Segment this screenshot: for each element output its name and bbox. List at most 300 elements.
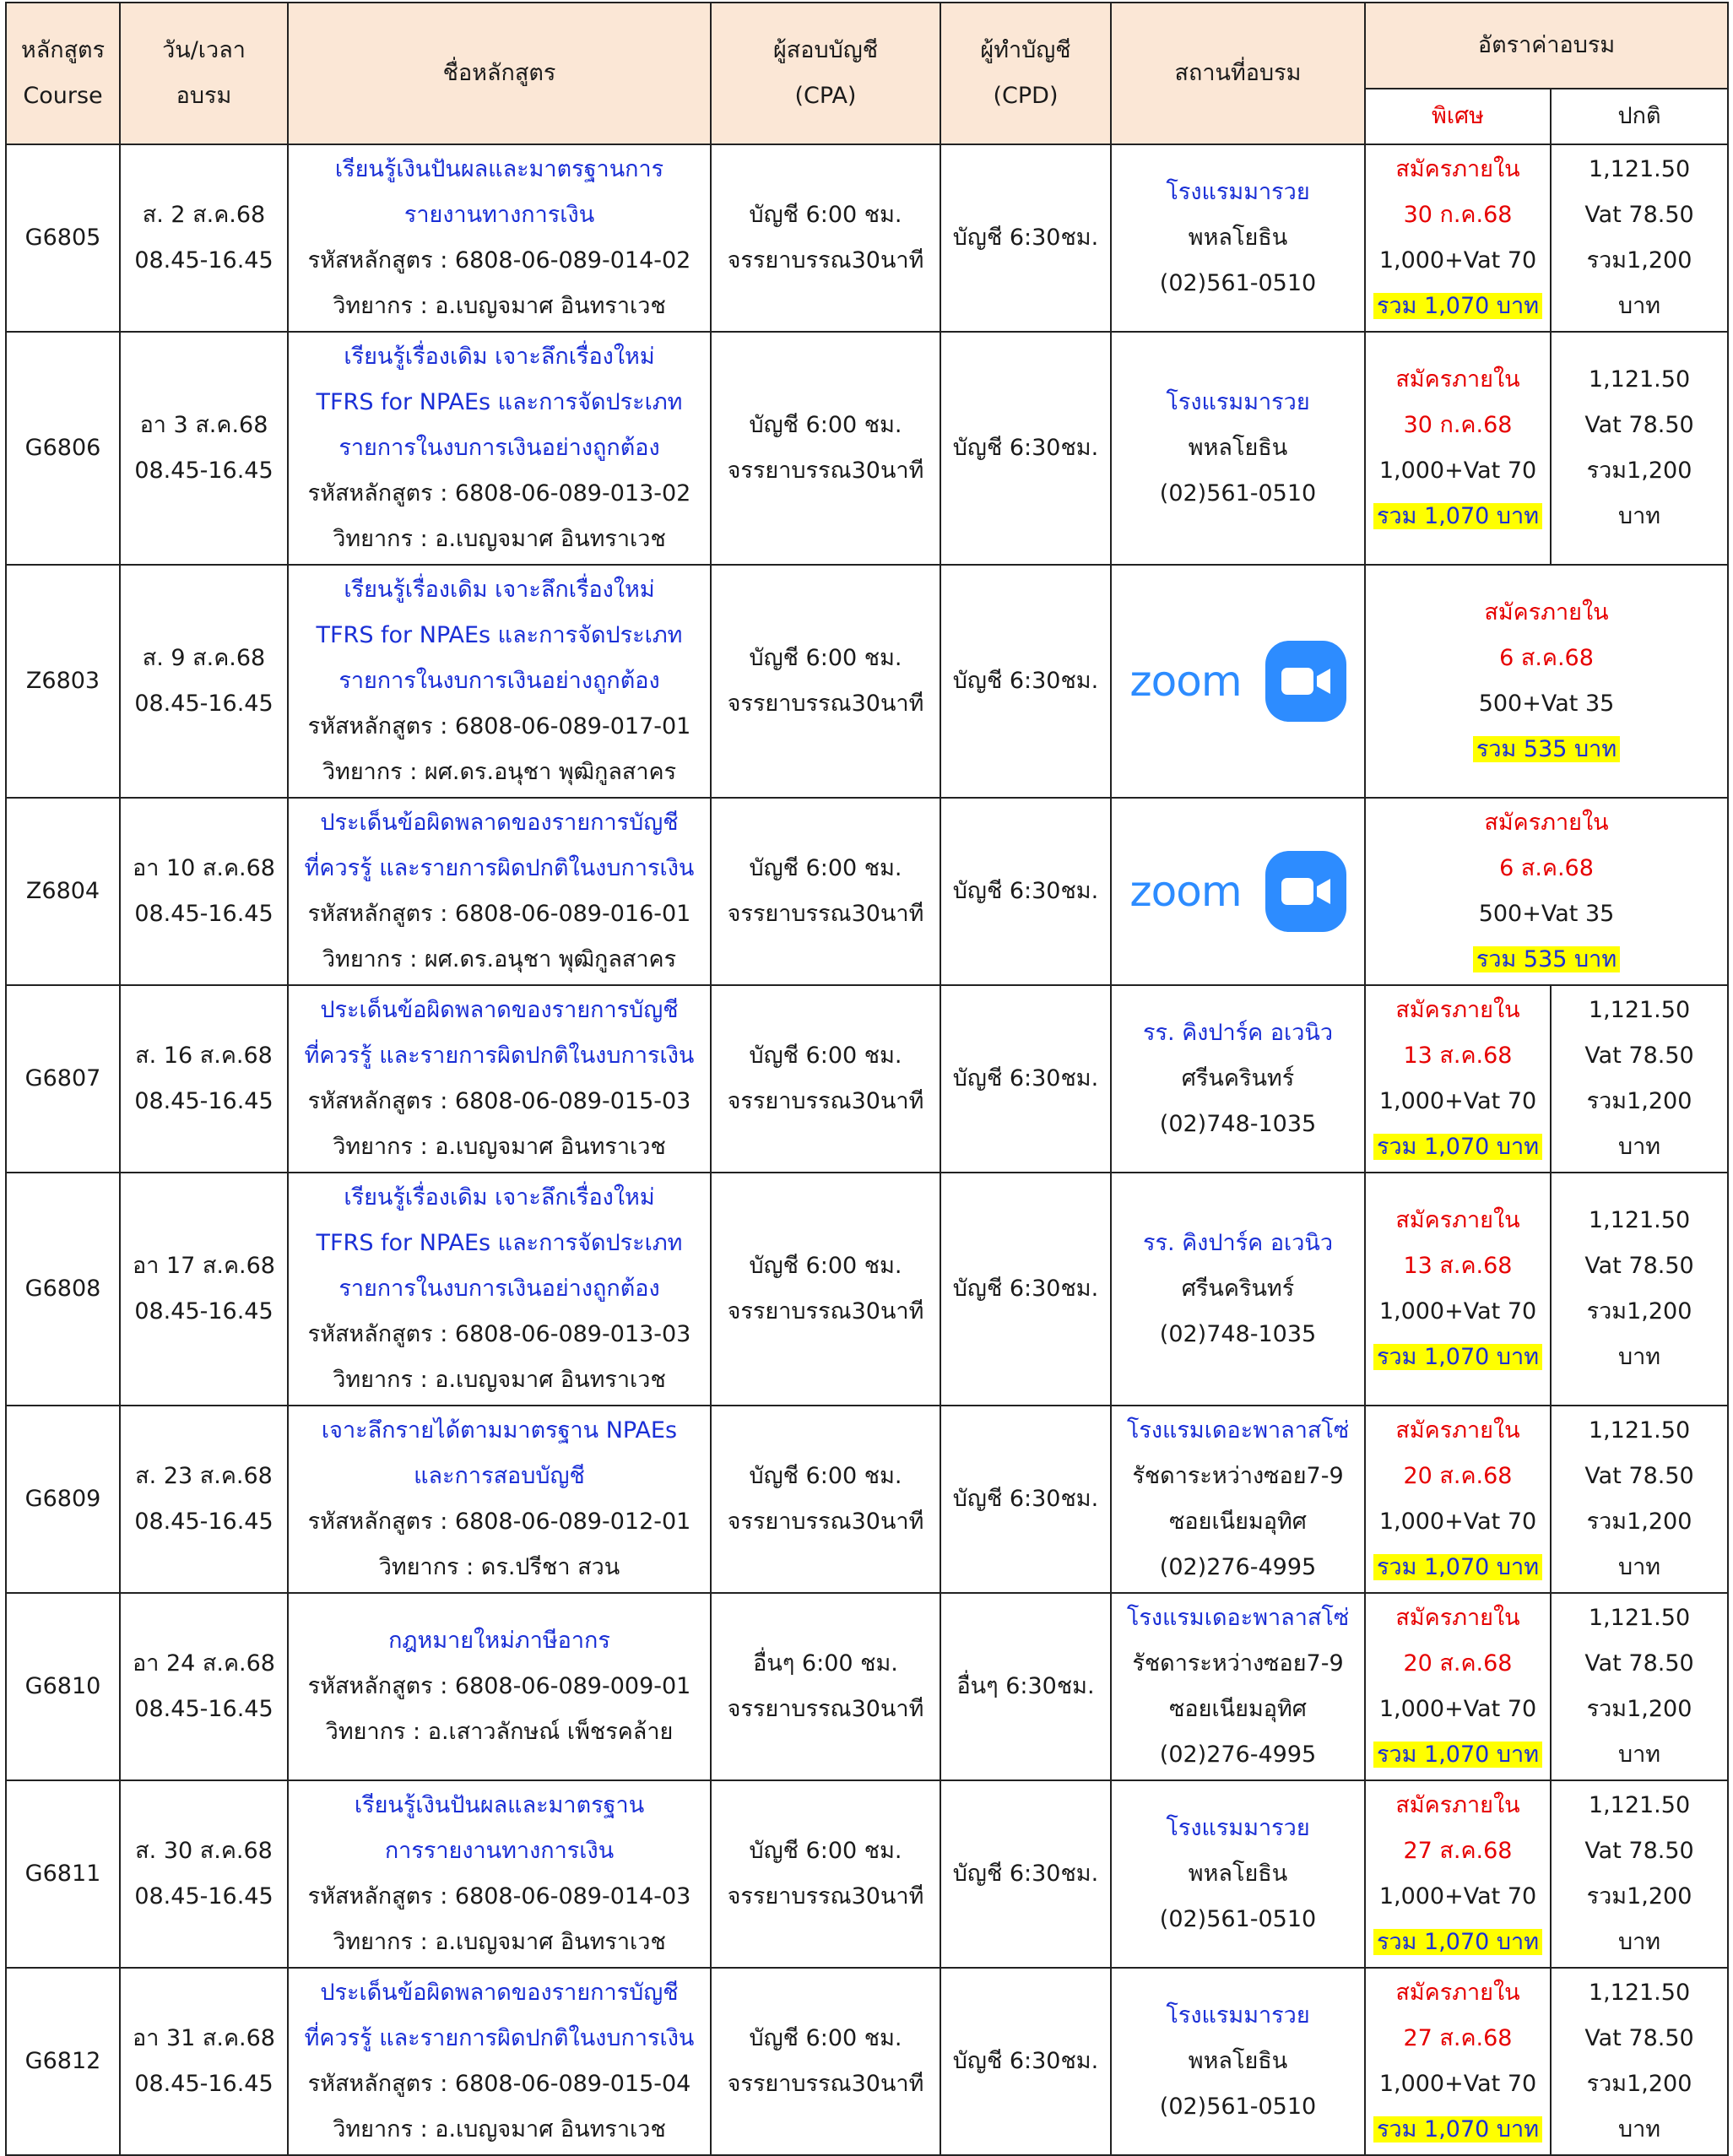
cpd-line: บัญชี 6:30ชม. — [952, 435, 1099, 461]
venue-detail: รัชดาระหว่างซอย7-9 — [1132, 1463, 1344, 1489]
course-id: รหัสหลักสูตร : 6808-06-089-015-04 — [307, 2071, 691, 2097]
venue-detail: (02)561-0510 — [1159, 2094, 1317, 2120]
cpa-hours — [711, 985, 940, 1173]
speaker: วิทยากร : ดร.ปรีชา สวน — [378, 1554, 620, 1580]
course-title — [288, 565, 711, 798]
venue — [1111, 798, 1365, 985]
zoom-logo — [1112, 641, 1364, 722]
fee-total-line — [1366, 284, 1550, 329]
course-title-line: เรียนรู้เรื่องเดิม เจาะลึกเรื่องใหม่ — [344, 344, 655, 370]
course-code-text: G6811 — [24, 1861, 101, 1887]
course-id: รหัสหลักสูตร : 6808-06-089-013-02 — [307, 480, 691, 506]
venue — [1111, 332, 1365, 565]
fee-special-line: 1,000+Vat 70 — [1378, 1696, 1537, 1722]
venue-detail: ศรีนครินทร์ — [1181, 1065, 1295, 1092]
fee-total-highlight: รวม 1,070 บาท — [1373, 2116, 1542, 2142]
video-camera-icon — [1265, 641, 1346, 722]
fee-normal-line: รวม1,200 — [1586, 1509, 1692, 1535]
cpd-line: อื่นๆ 6:30ชม. — [956, 1673, 1095, 1699]
fee-normal-line: 1,121.50 — [1588, 1207, 1691, 1233]
fee-total-line — [1366, 1732, 1550, 1778]
fee-normal — [1551, 985, 1728, 1173]
date-line: 08.45-16.45 — [134, 1696, 273, 1722]
table-row — [6, 565, 1728, 798]
fee-total-highlight: รวม 1,070 บาท — [1373, 503, 1542, 529]
venue-name: โรงแรมเดอะพาลาสโซ่ — [1126, 1417, 1350, 1444]
cpd-hours — [940, 565, 1111, 798]
speaker: วิทยากร : อ.เสาวลักษณ์ เพ็ชรคล้าย — [325, 1719, 674, 1745]
fee-total-line — [1366, 727, 1727, 772]
cpa-line: บัญชี 6:00 ชม. — [749, 645, 902, 671]
course-code — [6, 332, 120, 565]
venue — [1111, 1593, 1365, 1780]
course-code — [6, 1968, 120, 2155]
cpd-line: บัญชี 6:30ชม. — [952, 668, 1099, 694]
fee-total-line — [1366, 1124, 1550, 1170]
venue — [1111, 144, 1365, 332]
venue-detail: พหลโยธิน — [1188, 225, 1288, 251]
cpa-line: จรรยาบรรณ30นาที — [727, 2071, 924, 2097]
fee-normal-line: 1,121.50 — [1588, 156, 1691, 182]
date-line: 08.45-16.45 — [134, 1883, 273, 1910]
zoom-wordmark: zoom — [1129, 867, 1242, 916]
cpd-line: บัญชี 6:30ชม. — [952, 2048, 1099, 2074]
date-line: อา 24 ส.ค.68 — [133, 1650, 275, 1677]
cpd-hours — [940, 1968, 1111, 2155]
fee-normal — [1551, 1406, 1728, 1593]
course-code-text: Z6804 — [25, 878, 100, 904]
cpa-line: บัญชี 6:00 ชม. — [749, 855, 902, 881]
fee-special-line: 1,000+Vat 70 — [1378, 1298, 1537, 1324]
fee-normal-line: Vat 78.50 — [1584, 412, 1694, 438]
fee-normal-line: บาท — [1617, 1554, 1661, 1580]
course-title-line: เรียนรู้เงินปันผลและมาตรฐานการ — [334, 156, 664, 182]
fee-special — [1365, 565, 1728, 798]
course-date — [120, 565, 288, 798]
fee-normal-line: รวม1,200 — [1586, 1088, 1692, 1114]
fee-special-line: 30 ก.ค.68 — [1403, 412, 1513, 438]
cpa-line: จรรยาบรรณ30นาที — [727, 1883, 924, 1910]
speaker: วิทยากร : ผศ.ดร.อนุชา พุฒิกูลสาคร — [322, 946, 677, 972]
fee-special-line: สมัครภายใน — [1395, 1792, 1520, 1818]
course-date — [120, 1406, 288, 1593]
course-id: รหัสหลักสูตร : 6808-06-089-014-03 — [307, 1883, 691, 1910]
venue — [1111, 1173, 1365, 1406]
cpa-hours — [711, 1173, 940, 1406]
table-row — [6, 985, 1728, 1173]
header-venue: สถานที่อบรม — [1111, 3, 1365, 144]
course-code-text: G6808 — [24, 1276, 101, 1302]
course-date — [120, 985, 288, 1173]
fee-normal-line: 1,121.50 — [1588, 1417, 1691, 1444]
cpa-line: จรรยาบรรณ30นาที — [727, 1298, 924, 1324]
fee-normal-line: Vat 78.50 — [1584, 1043, 1694, 1069]
cpd-line: บัญชี 6:30ชม. — [952, 1065, 1099, 1092]
cpa-line: จรรยาบรรณ30นาที — [727, 458, 924, 484]
fee-special-line: สมัครภายใน — [1484, 599, 1609, 626]
course-title-line: เจาะลึกรายได้ตามมาตรฐาน NPAEs — [321, 1417, 678, 1444]
course-code — [6, 985, 120, 1173]
cpd-line: บัญชี 6:30ชม. — [952, 1861, 1099, 1887]
course-id: รหัสหลักสูตร : 6808-06-089-015-03 — [307, 1088, 691, 1114]
fee-special-line: 1,000+Vat 70 — [1378, 1088, 1537, 1114]
cpd-hours — [940, 144, 1111, 332]
course-title — [288, 144, 711, 332]
fee-special-line: 13 ส.ค.68 — [1403, 1253, 1513, 1279]
venue-detail: พหลโยธิน — [1188, 435, 1288, 461]
date-line: อา 3 ส.ค.68 — [139, 412, 268, 438]
fee-special — [1365, 332, 1551, 565]
venue-detail: ซอยเนียมอุทิศ — [1169, 1696, 1307, 1722]
table-row — [6, 1780, 1728, 1968]
course-title-line: รายการในงบการเงินอย่างถูกต้อง — [338, 1276, 660, 1302]
fee-special — [1365, 144, 1551, 332]
fee-normal-line: 1,121.50 — [1588, 1605, 1691, 1631]
course-title — [288, 332, 711, 565]
course-date — [120, 1780, 288, 1968]
fee-special-line: 13 ส.ค.68 — [1403, 1043, 1513, 1069]
date-line: 08.45-16.45 — [134, 901, 273, 927]
fee-special — [1365, 985, 1551, 1173]
course-title-line: รายงานทางการเงิน — [403, 202, 595, 228]
fee-normal-line: รวม1,200 — [1586, 2071, 1692, 2097]
header-course: หลักสูตร Course — [6, 3, 120, 144]
fee-total-line — [1366, 1545, 1550, 1590]
date-line: 08.45-16.45 — [134, 458, 273, 484]
date-line: 08.45-16.45 — [134, 1298, 273, 1324]
fee-special-line: 27 ส.ค.68 — [1403, 1838, 1513, 1864]
venue — [1111, 985, 1365, 1173]
fee-special — [1365, 1780, 1551, 1968]
fee-normal-line: บาท — [1617, 1742, 1661, 1768]
fee-normal-line: Vat 78.50 — [1584, 1253, 1694, 1279]
course-title-line: ที่ควรรู้ และรายการผิดปกติในงบการเงิน — [304, 1043, 695, 1069]
cpa-line: บัญชี 6:00 ชม. — [749, 2025, 902, 2051]
course-code — [6, 1593, 120, 1780]
fee-total-line — [1366, 937, 1727, 983]
header-fee-normal: ปกติ — [1551, 89, 1728, 144]
video-camera-icon — [1265, 851, 1346, 932]
cpd-hours — [940, 798, 1111, 985]
fee-total-highlight: รวม 535 บาท — [1473, 946, 1620, 972]
course-id: รหัสหลักสูตร : 6808-06-089-013-03 — [307, 1321, 691, 1347]
course-code-text: G6812 — [24, 2048, 101, 2074]
fee-normal-line: Vat 78.50 — [1584, 1650, 1694, 1677]
cpa-hours — [711, 332, 940, 565]
course-code — [6, 565, 120, 798]
cpa-line: บัญชี 6:00 ชม. — [749, 202, 902, 228]
date-line: อา 31 ส.ค.68 — [133, 2025, 275, 2051]
fee-special-line: 1,000+Vat 70 — [1378, 1509, 1537, 1535]
header-fee-special: พิเศษ — [1365, 89, 1551, 144]
fee-normal-line: รวม1,200 — [1586, 247, 1692, 274]
venue-detail: (02)561-0510 — [1159, 270, 1317, 296]
fee-normal-line: 1,121.50 — [1588, 1980, 1691, 2006]
cpd-line: บัญชี 6:30ชม. — [952, 1486, 1099, 1512]
fee-special-line: 1,000+Vat 70 — [1378, 1883, 1537, 1910]
fee-special-line: 20 ส.ค.68 — [1403, 1650, 1513, 1677]
course-title-line: กฎหมายใหม่ภาษีอากร — [388, 1628, 610, 1654]
course-title-line: เรียนรู้เรื่องเดิม เจาะลึกเรื่องใหม่ — [344, 1184, 655, 1211]
venue-detail: (02)748-1035 — [1159, 1321, 1317, 1347]
date-line: 08.45-16.45 — [134, 691, 273, 717]
course-date — [120, 1968, 288, 2155]
course-date — [120, 1173, 288, 1406]
fee-normal — [1551, 144, 1728, 332]
fee-normal-line: 1,121.50 — [1588, 1792, 1691, 1818]
cpd-hours — [940, 1173, 1111, 1406]
fee-normal-line: Vat 78.50 — [1584, 2025, 1694, 2051]
course-code — [6, 1173, 120, 1406]
cpd-line: บัญชี 6:30ชม. — [952, 225, 1099, 251]
venue-detail: พหลโยธิน — [1188, 1861, 1288, 1887]
fee-special-line: 1,000+Vat 70 — [1378, 458, 1537, 484]
fee-normal — [1551, 1173, 1728, 1406]
date-line: อา 10 ส.ค.68 — [133, 855, 275, 881]
course-title-line: รายการในงบการเงินอย่างถูกต้อง — [338, 435, 660, 461]
fee-total-line — [1366, 1920, 1550, 1965]
venue — [1111, 565, 1365, 798]
fee-total-highlight: รวม 1,070 บาท — [1373, 293, 1542, 319]
cpd-hours — [940, 985, 1111, 1173]
venue-detail: (02)561-0510 — [1159, 1906, 1317, 1932]
date-line: ส. 16 ส.ค.68 — [135, 1043, 273, 1069]
table-row — [6, 1593, 1728, 1780]
fee-normal-line: รวม1,200 — [1586, 1883, 1692, 1910]
fee-normal-line: Vat 78.50 — [1584, 202, 1694, 228]
course-title — [288, 1968, 711, 2155]
fee-special — [1365, 1593, 1551, 1780]
fee-special-line: สมัครภายใน — [1395, 1980, 1520, 2006]
header-date: วัน/เวลา อบรม — [120, 3, 288, 144]
course-code — [6, 1406, 120, 1593]
venue-name: โรงแรมมารวย — [1166, 2002, 1310, 2029]
course-title-line: ประเด็นข้อผิดพลาดของรายการบัญชี — [320, 810, 679, 836]
course-date — [120, 1593, 288, 1780]
cpd-hours — [940, 1593, 1111, 1780]
fee-special — [1365, 798, 1728, 985]
fee-normal-line: 1,121.50 — [1588, 366, 1691, 393]
cpa-line: บัญชี 6:00 ชม. — [749, 1043, 902, 1069]
fee-special-line: 1,000+Vat 70 — [1378, 2071, 1537, 2097]
course-title — [288, 1780, 711, 1968]
fee-normal-line: รวม1,200 — [1586, 1696, 1692, 1722]
fee-special-line: 1,000+Vat 70 — [1378, 247, 1537, 274]
course-title — [288, 798, 711, 985]
course-title-line: เรียนรู้เงินปันผลและมาตรฐาน — [354, 1792, 645, 1818]
fee-special — [1365, 1173, 1551, 1406]
venue-name: รร. คิงปาร์ค อเวนิว — [1142, 1230, 1334, 1256]
venue — [1111, 1406, 1365, 1593]
course-code-text: G6805 — [24, 225, 101, 251]
course-title-line: ประเด็นข้อผิดพลาดของรายการบัญชี — [320, 1980, 679, 2006]
cpa-hours — [711, 1968, 940, 2155]
course-code — [6, 1780, 120, 1968]
fee-special-line: 500+Vat 35 — [1478, 691, 1615, 717]
fee-special-line: สมัครภายใน — [1395, 156, 1520, 182]
venue-name: รร. คิงปาร์ค อเวนิว — [1142, 1020, 1334, 1046]
venue-detail: ซอยเนียมอุทิศ — [1169, 1509, 1307, 1535]
header-fee: อัตราค่าอบรม — [1365, 3, 1728, 89]
venue-name: โรงแรมมารวย — [1166, 1815, 1310, 1841]
course-title-line: TFRS for NPAEs และการจัดประเภท — [316, 1230, 683, 1256]
fee-special — [1365, 1968, 1551, 2155]
course-code-text: G6810 — [24, 1673, 101, 1699]
fee-total-highlight: รวม 1,070 บาท — [1373, 1134, 1542, 1160]
cpa-hours — [711, 1780, 940, 1968]
schedule-table — [5, 2, 1729, 2156]
course-id: รหัสหลักสูตร : 6808-06-089-012-01 — [307, 1509, 691, 1535]
course-title — [288, 1406, 711, 1593]
fee-normal — [1551, 1780, 1728, 1968]
fee-normal — [1551, 1593, 1728, 1780]
venue-detail: (02)276-4995 — [1159, 1742, 1317, 1768]
fee-normal-line: บาท — [1617, 1344, 1661, 1370]
fee-normal-line: บาท — [1617, 1134, 1661, 1160]
venue-detail: (02)748-1035 — [1159, 1111, 1317, 1137]
venue-name: โรงแรมมารวย — [1166, 389, 1310, 415]
fee-normal-line: รวม1,200 — [1586, 458, 1692, 484]
course-id: รหัสหลักสูตร : 6808-06-089-009-01 — [307, 1673, 691, 1699]
cpa-line: จรรยาบรรณ30นาที — [727, 1509, 924, 1535]
course-title-line: TFRS for NPAEs และการจัดประเภท — [316, 622, 683, 648]
cpa-line: จรรยาบรรณ30นาที — [727, 1088, 924, 1114]
fee-special-line: สมัครภายใน — [1395, 1417, 1520, 1444]
fee-normal-line: บาท — [1617, 2116, 1661, 2142]
table-row — [6, 1406, 1728, 1593]
course-title — [288, 1593, 711, 1780]
date-line: ส. 9 ส.ค.68 — [142, 645, 266, 671]
table-row — [6, 144, 1728, 332]
venue-detail: (02)276-4995 — [1159, 1554, 1317, 1580]
cpd-line: บัญชี 6:30ชม. — [952, 878, 1099, 904]
fee-normal-line: รวม1,200 — [1586, 1298, 1692, 1324]
fee-special-line: สมัครภายใน — [1395, 366, 1520, 393]
venue-detail: รัชดาระหว่างซอย7-9 — [1132, 1650, 1344, 1677]
venue-name: โรงแรมมารวย — [1166, 179, 1310, 205]
fee-total-highlight: รวม 1,070 บาท — [1373, 1929, 1542, 1955]
speaker: วิทยากร : อ.เบญจมาศ อินทราเวช — [333, 1134, 666, 1160]
course-code-text: G6807 — [24, 1065, 101, 1092]
date-line: 08.45-16.45 — [134, 1088, 273, 1114]
course-id: รหัสหลักสูตร : 6808-06-089-016-01 — [307, 901, 691, 927]
cpd-line: บัญชี 6:30ชม. — [952, 1276, 1099, 1302]
fee-special-line: สมัครภายใน — [1395, 1207, 1520, 1233]
fee-total-line — [1366, 2107, 1550, 2153]
fee-normal-line: Vat 78.50 — [1584, 1838, 1694, 1864]
fee-special-line: 6 ส.ค.68 — [1499, 855, 1594, 881]
cpa-hours — [711, 798, 940, 985]
course-code — [6, 144, 120, 332]
date-line: 08.45-16.45 — [134, 2071, 273, 2097]
fee-special-line: 6 ส.ค.68 — [1499, 645, 1594, 671]
fee-special-line: สมัครภายใน — [1395, 1605, 1520, 1631]
cpa-line: บัญชี 6:00 ชม. — [749, 1253, 902, 1279]
cpd-hours — [940, 332, 1111, 565]
course-date — [120, 798, 288, 985]
cpa-line: บัญชี 6:00 ชม. — [749, 412, 902, 438]
fee-special-line: 500+Vat 35 — [1478, 901, 1615, 927]
header-cpd: ผู้ทำบัญชี (CPD) — [940, 3, 1111, 144]
table-row — [6, 1968, 1728, 2155]
cpa-line: อื่นๆ 6:00 ชม. — [753, 1650, 898, 1677]
venue-detail: (02)561-0510 — [1159, 480, 1317, 506]
course-title-line: TFRS for NPAEs และการจัดประเภท — [316, 389, 683, 415]
date-line: 08.45-16.45 — [134, 1509, 273, 1535]
course-title-line: การรายงานทางการเงิน — [384, 1838, 615, 1864]
cpa-line: จรรยาบรรณ30นาที — [727, 901, 924, 927]
cpa-line: บัญชี 6:00 ชม. — [749, 1838, 902, 1864]
table-row — [6, 798, 1728, 985]
fee-special-line: สมัครภายใน — [1395, 997, 1520, 1023]
venue-detail: พหลโยธิน — [1188, 2048, 1288, 2074]
fee-total-line — [1366, 494, 1550, 539]
cpd-hours — [940, 1780, 1111, 1968]
course-title-line: ที่ควรรู้ และรายการผิดปกติในงบการเงิน — [304, 855, 695, 881]
date-line: ส. 30 ส.ค.68 — [135, 1838, 273, 1864]
cpa-hours — [711, 565, 940, 798]
fee-total-line — [1366, 1335, 1550, 1380]
fee-total-highlight: รวม 535 บาท — [1473, 736, 1620, 762]
cpd-hours — [940, 1406, 1111, 1593]
table-row — [6, 332, 1728, 565]
fee-special-line: สมัครภายใน — [1484, 810, 1609, 836]
date-line: 08.45-16.45 — [134, 247, 273, 274]
cpa-line: จรรยาบรรณ30นาที — [727, 691, 924, 717]
fee-special — [1365, 1406, 1551, 1593]
course-code — [6, 798, 120, 985]
course-title-line: ประเด็นข้อผิดพลาดของรายการบัญชี — [320, 997, 679, 1023]
cpa-hours — [711, 1593, 940, 1780]
course-title-line: ที่ควรรู้ และรายการผิดปกติในงบการเงิน — [304, 2025, 695, 2051]
fee-special-line: 27 ส.ค.68 — [1403, 2025, 1513, 2051]
course-title — [288, 1173, 711, 1406]
course-title-line: รายการในงบการเงินอย่างถูกต้อง — [338, 668, 660, 694]
header-cpa: ผู้สอบบัญชี (CPA) — [711, 3, 940, 144]
fee-special-line: 30 ก.ค.68 — [1403, 202, 1513, 228]
fee-normal-line: บาท — [1617, 1929, 1661, 1955]
course-code-text: G6809 — [24, 1486, 101, 1512]
course-title-line: และการสอบบัญชี — [414, 1463, 585, 1489]
course-id: รหัสหลักสูตร : 6808-06-089-017-01 — [307, 713, 691, 739]
fee-total-highlight: รวม 1,070 บาท — [1373, 1742, 1542, 1768]
cpa-line: จรรยาบรรณ30นาที — [727, 247, 924, 274]
course-title-line: เรียนรู้เรื่องเดิม เจาะลึกเรื่องใหม่ — [344, 577, 655, 603]
fee-total-highlight: รวม 1,070 บาท — [1373, 1344, 1542, 1370]
speaker: วิทยากร : อ.เบญจมาศ อินทราเวช — [333, 2116, 666, 2142]
date-line: ส. 23 ส.ค.68 — [135, 1463, 273, 1489]
fee-normal-line: 1,121.50 — [1588, 997, 1691, 1023]
cpa-hours — [711, 1406, 940, 1593]
cpa-line: จรรยาบรรณ30นาที — [727, 1696, 924, 1722]
course-title — [288, 985, 711, 1173]
fee-normal-line: บาท — [1617, 503, 1661, 529]
table-row — [6, 1173, 1728, 1406]
course-date — [120, 332, 288, 565]
fee-normal-line: บาท — [1617, 293, 1661, 319]
header-title: ชื่อหลักสูตร — [288, 3, 711, 144]
venue-name: โรงแรมเดอะพาลาสโซ่ — [1126, 1605, 1350, 1631]
date-line: อา 17 ส.ค.68 — [133, 1253, 275, 1279]
zoom-logo — [1112, 851, 1364, 932]
speaker: วิทยากร : อ.เบญจมาศ อินทราเวช — [333, 1929, 666, 1955]
course-id: รหัสหลักสูตร : 6808-06-089-014-02 — [307, 247, 691, 274]
course-code-text: Z6803 — [25, 668, 100, 694]
speaker: วิทยากร : ผศ.ดร.อนุชา พุฒิกูลสาคร — [322, 759, 677, 785]
speaker: วิทยากร : อ.เบญจมาศ อินทราเวช — [333, 293, 666, 319]
fee-special-line: 20 ส.ค.68 — [1403, 1463, 1513, 1489]
cpa-line: บัญชี 6:00 ชม. — [749, 1463, 902, 1489]
